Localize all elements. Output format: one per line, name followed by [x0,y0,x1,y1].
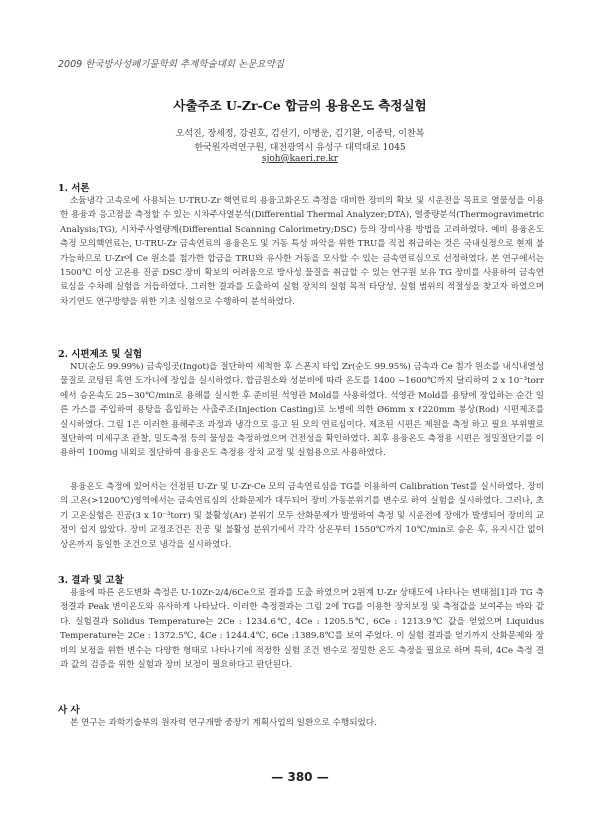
method-paragraph-2: 용융온도 측정에 있어서는 선정된 U-Zr 및 U-Zr-Ce 모의 금속연료심을 TG를 이용하여 Calibration Test를 실시하였다. 장비의 고온(>1200℃)영역에서는 금속연료심의 산화문제가 대두되어 장비 가동분위기를 변수로 하여 실험을 실시하였다. 그러나, 초기 고온실험은 진공(3 x 10⁻³torr) 및 불활성(Ar) 분위기 모두 산화문제가 발생하여 측정 및 시운전에 장애가 발생되어 장비의 교정이 쉽지 않았다. 장비 교정조건은 진공 및 불활성 분위기에서 각각 상온부터 1550℃까지 10℃/min로 승온 후, 유지시간 없이 상온까지 동일한 조건으로 냉각을 실시하였다. [60,482,544,550]
method-paragraph-1: NU(순도 99.99%) 금속잉곳(Ingot)을 절단하여 세척한 후 스폰지 타입 Zr(순도 99.95%) 금속과 Ce 첨가 원소를 내식내열성 물질로 코팅된 흑연 도가니에 장입을 실시하였다. 합금원소와 성분비에 따라 온도를 1400 ~1600℃까지 달리하여 2 x 10⁻³torr에서 승온속도 25~30℃/min로 용해를 실시한 후 준비된 석영관 Mold를 사용하였다. 석영관 Mold를 용탕에 장입하는 순간 일른 가스를 주입하여 용탕을 흡입하는 사출주조(Injection Casting)로 노병에 의한 Ø6mm x ℓ220mm 봉상(Rod) 시편제조를 실시하였다. 그림 1은 이러한 용해주조 과정과 냉각으로 응고 된 모의 연료심이다. 제조된 시편은 제원을 측정 하고 필요 부위별로 절단하여 미세구조 관찰, 밀도측정 등의 물성을 측정하였으며 건전성을 확인하였다. 최후 용융온도 측정용 시편은 정밀절단기를 이용하여 100mg 내외로 절단하여 용융온도 측정용 장치 교정 및 실험용으로 사용하였다. [60,362,545,459]
section-heading-intro: 1. 서론 [58,183,90,194]
author-list: 오석진, 장세정, 강권호, 김선기, 이병운, 김기환, 이종탁, 이찬복 [175,129,425,139]
ack-paragraph: 본 연구는 과학기술부의 원자력 연구개발 중장기 계획사업의 일환으로 수행되었다. [70,718,377,728]
intro-paragraph: 소듐냉각 고속로에 사용되는 U-TRU-Zr 핵연료의 용융고화온도 측정을 대비한 장비의 확보 및 시운전을 목표로 열물성을 이용한 용융과 응고점을 측정할 수 있는 시차주사열분석(Differential Thermal Analyzer;DTA), 열중량분석(Thermogravimetric Analysis;TG), 시차주사열량계(Differential Scanning Calorimetry;DSC) 등의 장비사용 방법을 고려하였다. 예비 용융온도 측정 모의핵연료는, U-TRU-Zr 금속연료의 용융온도 및 거동 특성 파악을 위한 TRU를 직접 취급하는 것은 국내실정으로 현재 불가능하므로 U-Zr에 Ce 원소를 첨가한 합금을 TRU와 유사한 거동을 모사할 수 있는 금속연료심으로 선정하였다. 본 연구에서는 1500℃ 이상 고온용 진공 DSC 장비 확보의 어려움으로 방사성 물질을 취급할 수 있는 연구원 보유 TG 장비를 사용하여 금속연료심을 수차례 실험을 거듭하였다. 그러한 결과를 도출하여 실험 장치의 실험 목적 타당성, 실험 범위의 적절성을 찾고자 하였으며 차기연도 연구방향을 위한 기초 실험으로 수행하여 분석하였다. [60,196,544,307]
section-heading-ack: 사 사 [58,705,80,716]
results-paragraph: 용융에 따른 온도변화 측정은 U-10Zr-2/4/6Ce으로 결과를 도출 하였으며 2원계 U-Zr 상태도에 나타나는 변태점[1]과 TG 측정결과 Peak 변이온도와 유사하게 나타났다. 이러한 측정결과는 그림 2에 TG를 이용한 장치보정 및 측정값을 보여주는 바와 같다. 실험결과 Solidus Temperature는 2Ce : 1234.6℃, 4Ce : 1205.5℃, 6Ce : 1213.9℃ 값을 얻었으며 Liquidus Temperature는 2Ce : 1372.5℃, 4Ce : 1244.4℃, 6Ce :1389.8℃를 보여 주었다. 이 실험 결과를 얻기까지 산화문제와 장비의 보정을 위한 변수는 다양한 형태로 나타나기에 적정한 실험 조건 변수로 정밀한 온도 측정을 필요로 하며 특히, 4Ce 측정 결과 값의 검증을 위한 실험과 장비 보정이 필요하다고 판단된다. [60,588,544,671]
section-heading-results: 3. 결과 및 고찰 [58,575,124,586]
page-number: — 380 — [271,770,329,784]
paper-title: 사출주조 U-Zr-Ce 합금의 용융온도 측정실험 [173,98,427,113]
section-heading-method: 2. 시편제조 및 실험 [58,349,143,360]
affiliation: 한국원자력연구원, 대전광역시 유성구 대덕대로 1045 [194,143,406,153]
author-email[interactable]: sjoh@kaeri.re.kr [261,154,339,164]
running-head: 2009 한국방사성폐기물학회 추계학술대회 논문요약집 [58,59,284,70]
